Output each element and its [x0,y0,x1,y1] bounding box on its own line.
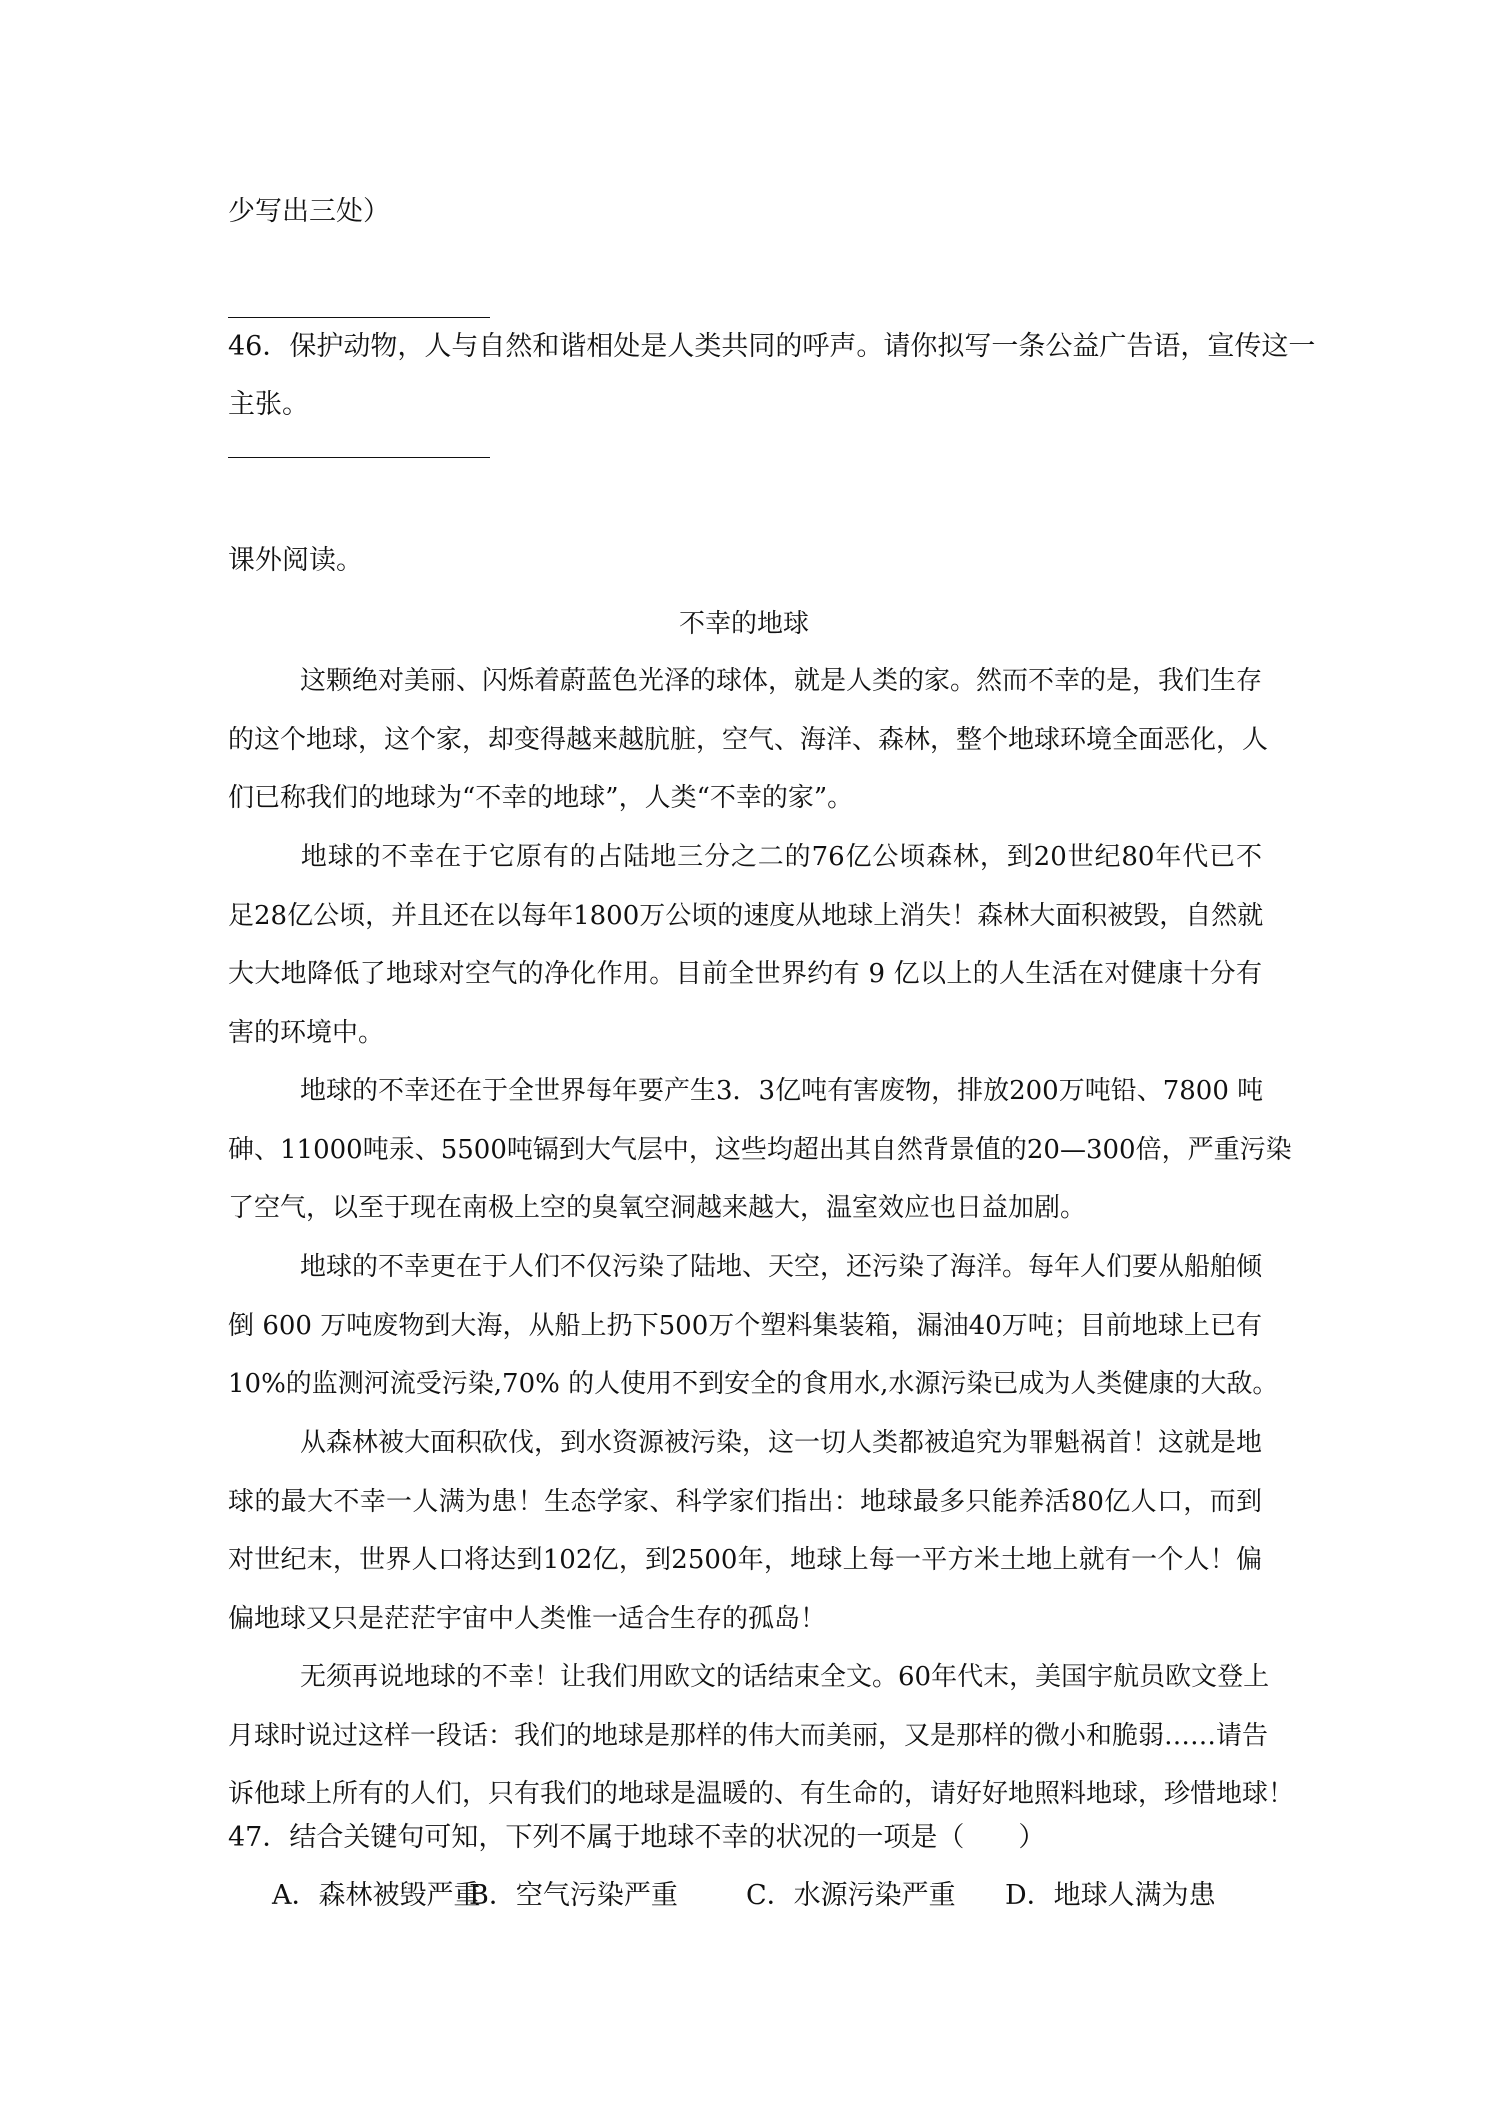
article-paragraph-4 [228,1238,1279,1414]
paragraph-line: 诉他球上所有的人们，只有我们的地球是温暖的、有生命的，请好好地照料地球，珍惜地球！ [228,1779,1295,1809]
paragraph-line: 足28亿公顷，并且还在以每年1800万公顷的速度从地球上消失！森林大面积被毁，自然就 [228,900,1264,931]
option-a[interactable]: A．森林被毁严重 [272,1880,481,1911]
article-paragraph-5 [228,1414,1262,1648]
paragraph-line: 对世纪末，世界人口将达到102亿，到2500年，地球上每一平方米土地上就有一个人！偏 [228,1545,1262,1575]
paragraph-line: 10%的监测河流受污染,70% 的人使用不到安全的食用水,水源污染已成为人类健康的大敌。 [228,1369,1279,1399]
question-46-line-2: 主张。 [228,389,309,420]
article-paragraph-1 [228,652,1269,828]
article-paragraph-2 [228,828,1262,1062]
paragraph-line: 了空气，以至于现在南极上空的臭氧空洞越来越大，温室效应也日益加剧。 [228,1193,1087,1223]
article-paragraph-6 [228,1648,1295,1824]
answer-blank-line[interactable] [228,457,490,458]
question-continuation: 少写出三处） [228,196,390,227]
paragraph-line: 地球的不幸更在于人们不仅污染了陆地、天空，还污染了海洋。每年人们要从船舶倾 [300,1252,1263,1282]
paragraph-line: 从森林被大面积砍伐，到水资源被污染，这一切人类都被追究为罪魁祸首！这就是地 [300,1428,1263,1458]
paragraph-line: 大大地降低了地球对空气的净化作用。目前全世界约有 9 亿以上的人生活在对健康十分有 [228,959,1262,989]
paragraph-line: 地球的不幸还在于全世界每年要产生3．3亿吨有害废物，排放200万吨铅、7800 吨 [300,1076,1264,1106]
paragraph-line: 偏地球又只是茫茫宇宙中人类惟一适合生存的孤岛！ [228,1603,827,1634]
answer-blank-line[interactable] [228,317,490,318]
paragraph-line: 的这个地球，这个家，却变得越来越肮脏，空气、海洋、森林，整个地球环境全面恶化，人 [228,724,1269,755]
paragraph-line: 砷、11000吨汞、5500吨镉到大气层中，这些均超出其自然背景值的20—300倍，严重污染 [228,1134,1292,1165]
paragraph-line: 们已称我们的地球为“不幸的地球”，人类“不幸的家”。 [228,783,854,813]
option-d[interactable]: D．地球人满为患 [1005,1880,1216,1911]
section-heading: 课外阅读。 [228,545,363,576]
option-b[interactable]: B．空气污染严重 [469,1880,678,1911]
question-46-line-1: 46．保护动物，人与自然和谐相处是人类共同的呼声。请你拟写一条公益广告语，宣传这一 [228,331,1316,362]
paragraph-line: 无须再说地球的不幸！让我们用欧文的话结束全文。60年代末，美国宇航员欧文登上 [300,1662,1270,1692]
paragraph-line: 倒 600 万吨废物到大海，从船上扔下500万个塑料集装箱，漏油40万吨；目前地球上已有 [228,1310,1262,1341]
paragraph-line: 这颗绝对美丽、闪烁着蔚蓝色光泽的球体，就是人类的家。然而不幸的是，我们生存 [300,666,1263,696]
question-47: 47．结合关键句可知，下列不属于地球不幸的状况的一项是（ ） [228,1822,1046,1853]
paragraph-line: 月球时说过这样一段话：我们的地球是那样的伟大而美丽，又是那样的微小和脆弱……请告 [228,1720,1269,1751]
article-paragraph-3 [228,1062,1292,1238]
paragraph-line: 球的最大不幸一人满为患！生态学家、科学家们指出：地球最多只能养活80亿人口，而到 [228,1486,1262,1517]
option-c[interactable]: C．水源污染严重 [746,1880,956,1911]
paragraph-line: 地球的不幸在于它原有的占陆地三分之二的76亿公顷森林，到20世纪80年代已不 [300,842,1262,872]
paragraph-line: 害的环境中。 [228,1017,385,1048]
article-title: 不幸的地球 [678,609,809,639]
